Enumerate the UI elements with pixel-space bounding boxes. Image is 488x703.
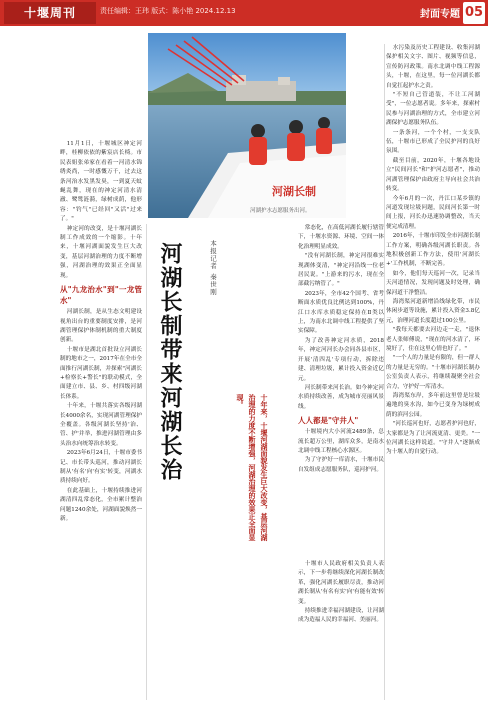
paragraph: 海湾渠东岸，多年前这里曾是垃圾遍地的臭水沟，如今已变身为绿树成荫的滨河公园。 <box>386 393 480 418</box>
paragraph: 今年6月的一次，丹江口某乡镇的河道发现垃圾问题，民间河长第一时间上报，河长办迅速协调整改，当天便完成清理。 <box>386 195 480 230</box>
paragraph: 十堰境内大小河流2489条，总流长超万公里，湖库众多，是南水北调中线工程核心水源区。 <box>298 429 384 454</box>
article-column-1 <box>60 140 142 700</box>
paragraph: 2023年6月24日，十堰市委书记、市长带头巡河，推动河湖长制从'有名'向'有实'转变，河湖水质持续向好。 <box>60 450 142 485</box>
paragraph: 常态化，在高低河湖长履行辖管下，十堰水资源、环境、空间一体化治理明显成效。 <box>298 225 384 250</box>
paragraph: "一个人的力量是有限的，但一群人的力量是无穷的。"十堰市河湖长制办公室负责人表示，将继续凝聚全社会合力，守护好一库清水。 <box>386 355 480 390</box>
paragraph: "我每天都要去河边走一走，"退休老人张师傅说，"现在的河水清了，环境好了，住在这里心情也好了。" <box>386 327 480 352</box>
headline-block <box>148 224 298 554</box>
paragraph: 2023年，全市42个国考、省考断面水质优良比例达到100%，丹江口水库水质稳定保持在Ⅱ类以上，为南水北调中线工程提供了坚实保障。 <box>298 290 384 335</box>
main-photo <box>148 33 346 218</box>
paragraph: 为了改善神定河水质，2018年，神定河河长办会同各县市区，开展'清四乱'专项行动，拆除违建、清理垃圾，累计投入资金近亿元。 <box>298 337 384 382</box>
paragraph: "不短自己管道装，不让工河湖受"，一位志愿者说。多年来，探索村民参与河湖治理的方式，全市建立河湖保护志愿服务队伍。 <box>386 92 480 127</box>
paragraph: 十堰市是湖北首批设立河湖长制的地市之一，2017年在全市全面推行河湖长制，并探索"河湖长+检察长+警长"的联动模式，全面建立市、县、乡、村四级河湖长体系。 <box>60 346 142 400</box>
article-column-3 <box>298 224 384 554</box>
page-number: 05 <box>463 2 485 24</box>
paragraph: 十堰市人民政府相关负责人表示，下一步将继续深化河湖长制改革，强化河湖长履职尽责，推动河湖长制从'有名有实'向'有能有效'转变。 <box>298 561 384 605</box>
paragraph: 十年来，十堰共落实各级河湖长4000余名，实现河湖管理保护全覆盖。各级河湖长坚持'治、管、护'并举，推进河湖管理由多头治水向统筹治水转变。 <box>60 403 142 447</box>
article-title: 河湖长制带来河湖长治 <box>157 242 182 482</box>
editor-info: 责任编辑：王玮 版式：陈小艳 2024.12.13 <box>100 7 236 15</box>
column-divider <box>384 44 385 700</box>
column-divider <box>146 224 147 700</box>
newspaper-brand: 十堰周刊 <box>4 2 96 24</box>
subheading: 从"九龙治水"到"一龙管水" <box>60 285 142 306</box>
paragraph: 神定河的改变，是十堰河湖长制工作成效的一个缩影。十年来，十堰河湖面貌发生巨大改变，基层河湖治理的力度不断增强，河湖治理的效果正全面显现。 <box>60 225 142 279</box>
paragraph: 为了守护好一库清水，十堰市民自发组成志愿服务队，巡河护河。 <box>298 457 384 473</box>
paragraph: 在此基础上，十堰持续推进河湖清四乱常态化，全市累计整治问题1240余处，河湖面貌焕然一新。 <box>60 487 142 523</box>
paragraph: 一条条河，一个个村，一支支队伍，十堰市已形成了全民护河的良好氛围。 <box>386 129 480 155</box>
article-column-5 <box>298 560 384 700</box>
paragraph: 截至目前，2020年，十堰各地设立"民间河长"和"护河志愿者"，推动河湖管理保护由政府主导向社会共治转变。 <box>386 157 480 193</box>
summary: 十年来，十堰河湖面貌发生巨大改变，基层河湖治理的力度不断增强，河湖治理的效果正全面显现。 <box>236 394 268 541</box>
paragraph: 持续推进幸福河湖建设，让河湖成为造福人民的幸福河、美丽河。 <box>298 608 384 624</box>
paragraph: 水污染及历史工程建设、收集河湖保护相关文字、图片、视频等信息，宣传防河政策。南水北调中线工程源头，十堰，在这里，每一位河湖长都自觉扛起护水之责。 <box>386 45 480 89</box>
river-photo-illustration <box>148 33 346 218</box>
paragraph: 河长制带来河长治。如今神定河水质持续改善，成为城市亮丽风景线。 <box>298 384 384 410</box>
paragraph: 河湖长制，是从生态文明建设视角出台的重要制度安排，是河湖管理保护体制机制的重大制度创新。 <box>60 309 142 344</box>
paragraph: 海湾渠河道新增沿线绿化带，市民休闲步道等设施，累计投入资金3.8亿元，治理河道长度超过100公里。 <box>386 298 480 324</box>
paragraph: 11月1日，十堰城区神定河畔，桂柳依依的紫宸店长椅。市民表姐张弟家在看着一河清水锦绣炎尚，一时感慨万千，过去这条河治水发黑发臭，一到夏天蚊蝇乱舞，现在的神定河清水清澈、鹭鸶涟漪，绿树成荫，他形容："钓气"已经回"又活"过来了。" <box>60 141 142 223</box>
section-label: 封面专题 <box>420 9 460 20</box>
paragraph: 如今，他们每天巡河一次，记录当天河道情况，发现问题及时处理，确保河道干净整洁。 <box>386 270 480 296</box>
byline: 本报记者 秦世刚 <box>209 240 217 296</box>
subheading: 人人都是"守井人" <box>298 416 359 426</box>
paragraph: "河长巡河也好，志愿者护河也好，大家都是为了让河流更清、更美。"一位河湖长这样说道。"守井人"逐渐成为十堰人的自觉行动。 <box>386 421 480 456</box>
photo-caption: 河湖护水志愿服务出河。 <box>250 208 311 214</box>
paragraph: 2016年，十堰市印发全市河湖长制工作方案，明确各级河湖长职责。各地积极创新工作方法，使用'河湖长+'工作机制，不断完善。 <box>386 233 480 268</box>
paragraph: "没有河湖长制，神定河很难实现湖体变清，"神定河沿线一位老居民说。"上游来的污水，现在全部截污纳管了。" <box>298 253 384 288</box>
header-bar <box>0 0 488 26</box>
article-column-4 <box>386 44 480 700</box>
boat-lettering: 河湖长制 <box>272 185 316 198</box>
